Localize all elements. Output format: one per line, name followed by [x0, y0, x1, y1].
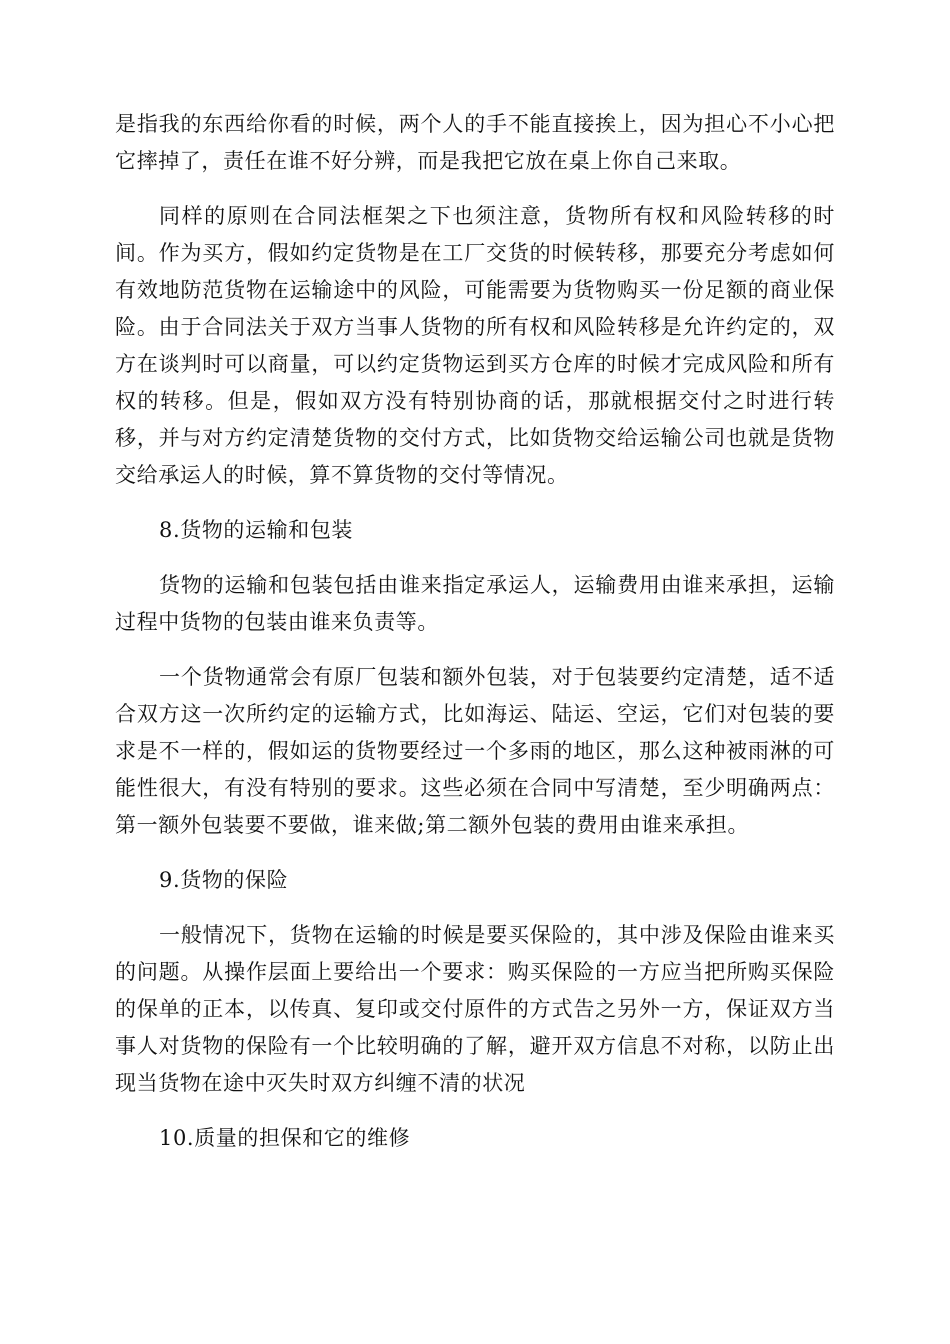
- paragraph: 是指我的东西给你看的时候，两个人的手不能直接挨上，因为担心不小心把它摔掉了，责任在谁不好分辨，而是我把它放在桌上你自己来取。: [115, 112, 835, 173]
- paragraph: 同样的原则在合同法框架之下也须注意，货物所有权和风险转移的时间。作为买方，假如约定货物是在工厂交货的时候转移，那要充分考虑如何有效地防范货物在运输途中的风险，可能需要为货物购买一份足额的商业保险。由于合同法关于双方当事人货物的所有权和风险转移是允许约定的，双方在谈判时可以商量，可以约定货物运到买方仓库的时候才完成风险和所有权的转移。但是，假如双方没有特别协商的话，那就根据交付之时进行转移，并与对方约定清楚货物的交付方式，比如货物交给运输公司也就是货物交给承运人的时候，算不算货物的交付等情况。: [115, 204, 835, 487]
- section-heading: 10.质量的担保和它的维修: [159, 1126, 411, 1150]
- section-heading: 9.货物的保险: [159, 868, 289, 892]
- paragraph: 一个货物通常会有原厂包装和额外包装，对于包装要约定清楚，适不适合双方这一次所约定的运输方式，比如海运、陆运、空运，它们对包装的要求是不一样的，假如运的货物要经过一个多雨的地区，那么这种被雨淋的可能性很大，有没有特别的要求。这些必须在合同中写清楚，至少明确两点：第一额外包装要不要做，谁来做;第二额外包装的费用由谁来承担。: [115, 665, 835, 837]
- section-heading: 8.货物的运输和包装: [159, 518, 354, 542]
- paragraph: 货物的运输和包装包括由谁来指定承运人，运输费用由谁来承担，运输过程中货物的包装由谁来负责等。: [115, 573, 835, 634]
- paragraph: 一般情况下，货物在运输的时候是要买保险的，其中涉及保险由谁来买的问题。从操作层面上要给出一个要求：购买保险的一方应当把所购买保险的保单的正本，以传真、复印或交付原件的方式告之另外一方，保证双方当事人对货物的保险有一个比较明确的了解，避开双方信息不对称，以防止出现当货物在途中灭失时双方纠缠不清的状况: [115, 923, 835, 1095]
- document-page: [115, 106, 835, 1175]
